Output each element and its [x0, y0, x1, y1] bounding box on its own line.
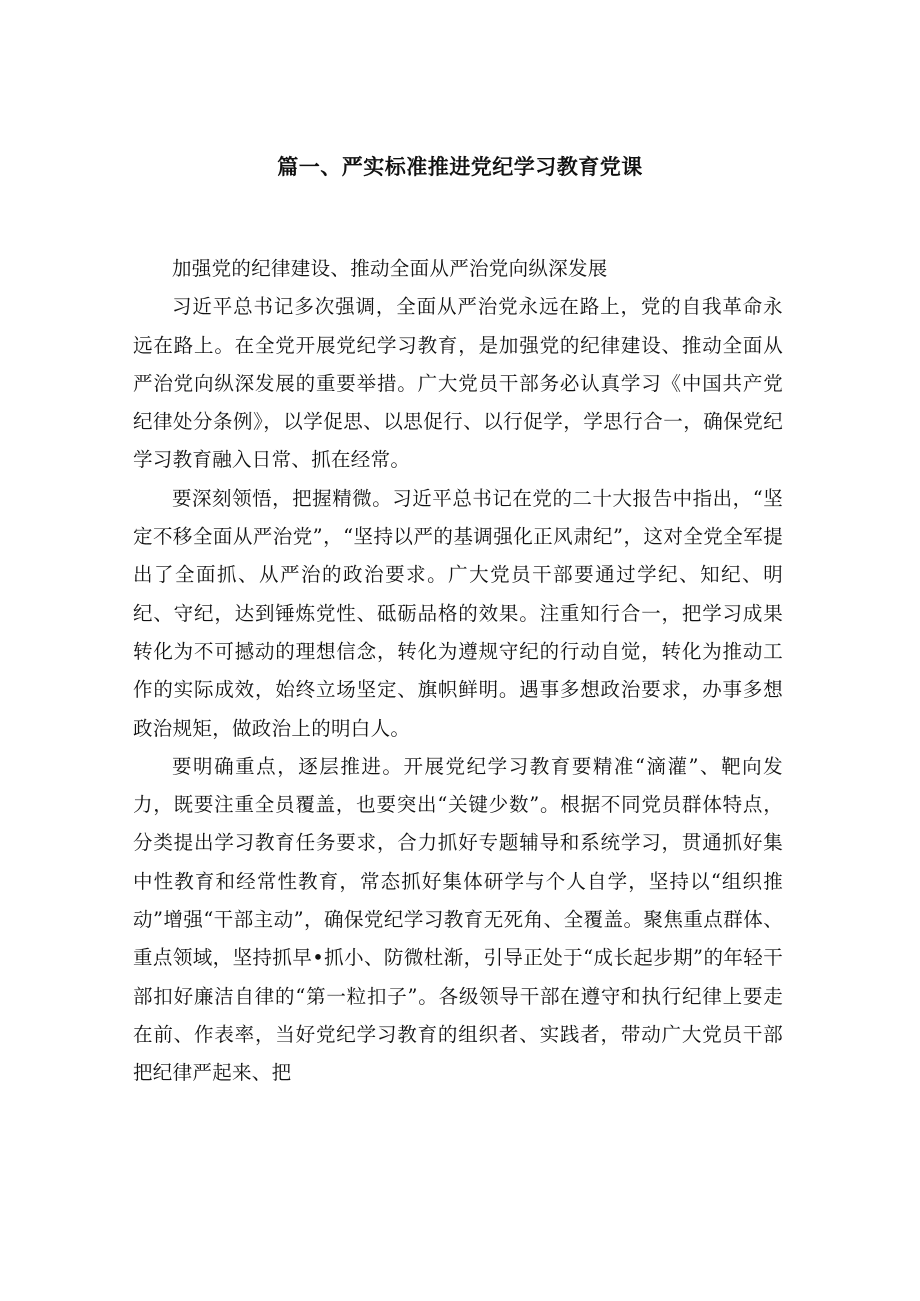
- paragraph-subtitle: 加强党的纪律建设、推动全面从严治党向纵深发展: [172, 257, 608, 280]
- paragraph-comprehend: 要深刻领悟，把握精微。习近平总书记在党的二十大报告中指出，“坚定不移全面从严治党”，“坚持以严的基调强化正风肃纪”，这对全党全军提出了全面抓、从严治的政治要求。广大党员干部要通过学纪、知纪、明纪、守纪，达到锤炼党性、砥砺品格的效果。注重知行合一，把学习成果转化为不可撼动的理想信念，转化为遵规守纪的行动自觉，转化为推动工作的实际成效，始终立场坚定、旗帜鲜明。遇事多想政治要求，办事多想政治规矩，做政治上的明白人。: [133, 486, 783, 740]
- paragraph-intro: 习近平总书记多次强调，全面从严治党永远在路上，党的自我革命永远在路上。在全党开展党纪学习教育，是加强党的纪律建设、推动全面从严治党向纵深发展的重要举措。广大党员干部务必认真学习《中国共产党纪律处分条例》，以学促思、以思促行、以行促学，学思行合一，确保党纪学习教育融入日常、抓在经常。: [133, 295, 783, 472]
- paragraph-focus: 要明确重点，逐层推进。开展党纪学习教育要精准“滴灌”、靶向发力，既要注重全员覆盖，也要突出“关键少数”。根据不同党员群体特点，分类提出学习教育任务要求，合力抓好专题辅导和系统学习，贯通抓好集中性教育和经常性教育，常态抓好集体研学与个人自学，坚持以“组织推动”增强“干部主动”，确保党纪学习教育无死角、全覆盖。聚焦重点群体、重点领域，坚持抓早•抓小、防微杜渐，引导正处于“成长起步期”的年轻干部扣好廉洁自律的“第一粒扣子”。各级领导干部在遵守和执行纪律上要走在前、作表率，当好党纪学习教育的组织者、实践者，带动广大党员干部把纪律严起来、把: [133, 754, 783, 1085]
- document-body: [133, 250, 783, 1093]
- document-title: 篇一、严实标准推进党纪学习教育党课: [277, 154, 643, 179]
